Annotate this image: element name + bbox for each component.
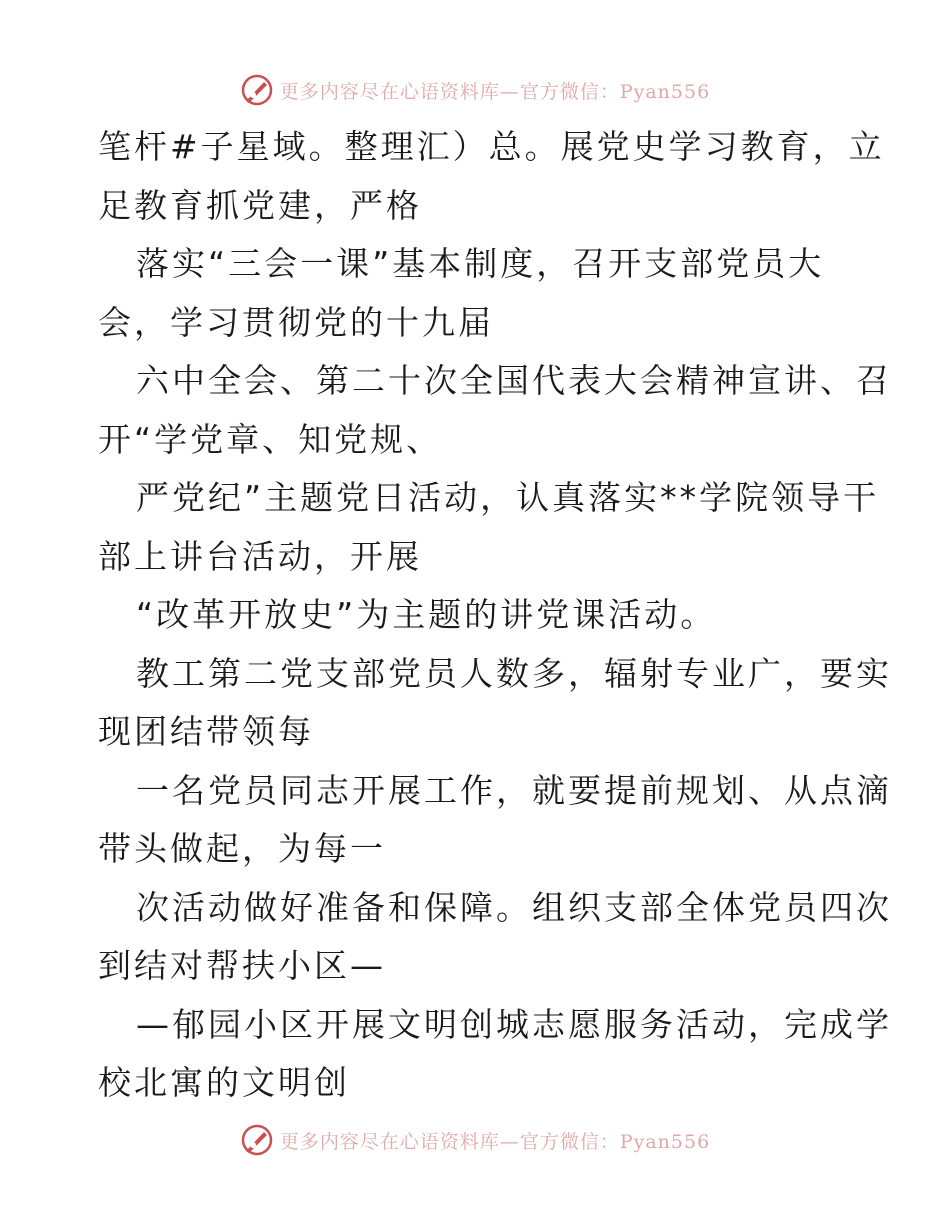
text-line: 开“学党章、知党规、	[98, 419, 443, 459]
text-line: —郁园小区开展文明创城志愿服务活动，完成学	[136, 1004, 892, 1044]
text-line: 足教育抓党建，严格	[98, 185, 422, 225]
text-line: 六中全会、第二十次全国代表大会精神宣讲、召	[136, 361, 892, 400]
footer-banner	[0, 1120, 950, 1160]
pen-logo-icon	[240, 1123, 274, 1157]
text-line: 教工第二党支部党员人数多，辐射专业广，要实	[136, 653, 892, 693]
text-line: 一名党员同志开展工作，就要提前规划、从点滴	[136, 770, 892, 810]
text-line: 笔杆#子星域。整理汇）总。展党史学习教育，立	[98, 127, 885, 166]
text-line: 现团结带领每	[98, 712, 314, 751]
text-line: 次活动做好准备和保障。组织支部全体党员四次	[136, 887, 892, 927]
text-line: “改革开放史”为主题的讲党课活动。	[136, 595, 717, 634]
header-banner-text: 更多内容尽在心语资料库—官方微信：Pyan556	[279, 80, 711, 103]
text-line: 带头做起，为每一	[98, 829, 386, 868]
footer-banner-text: 更多内容尽在心语资料库—官方微信：Pyan556	[279, 1130, 711, 1153]
text-line: 会，学习贯彻党的十九届	[98, 302, 494, 342]
text-line: 校北寓的文明创	[98, 1063, 350, 1102]
document-body	[98, 118, 892, 1113]
pen-logo-icon	[240, 73, 274, 107]
header-banner	[0, 70, 950, 110]
text-line: 严党纪”主题党日活动，认真落实**学院领导干	[136, 478, 880, 517]
text-line: 到结对帮扶小区—	[98, 946, 386, 985]
text-line: 部上讲台活动，开展	[98, 536, 422, 576]
text-line: 落实“三会一课”基本制度，召开支部党员大	[136, 244, 825, 283]
